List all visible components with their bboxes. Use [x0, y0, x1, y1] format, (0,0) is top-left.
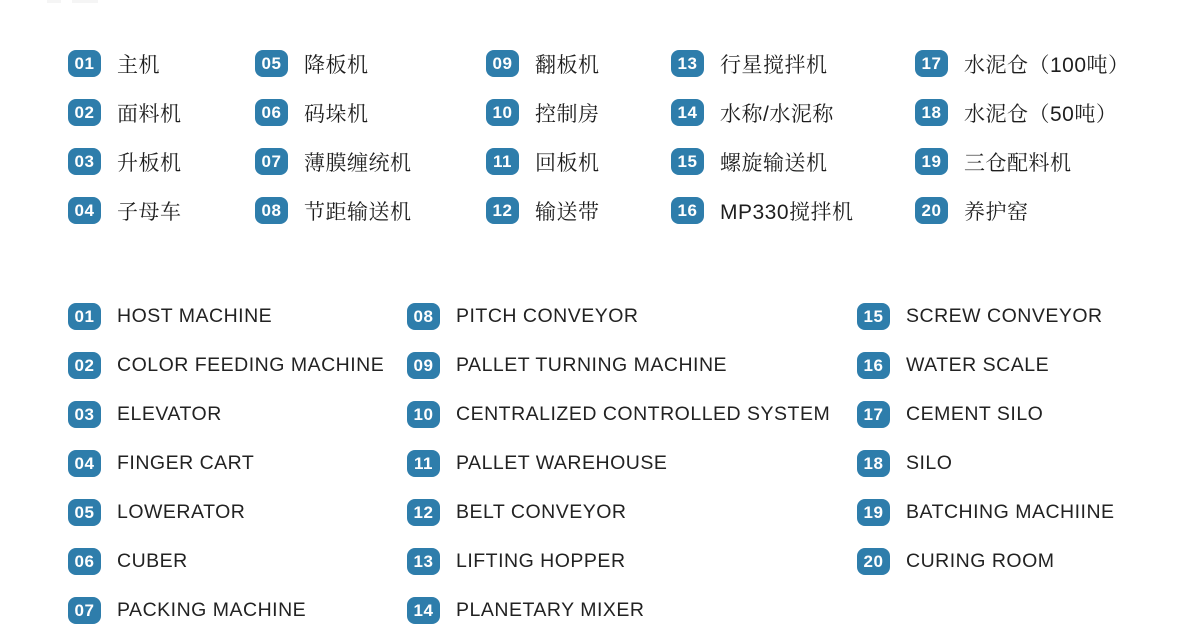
item-label: 节距输送机: [304, 200, 412, 224]
chinese-legend-column-4: [671, 39, 854, 235]
legend-item: [407, 390, 830, 439]
english-legend-column-3: [857, 292, 1115, 586]
item-number-badge: 16: [671, 197, 704, 224]
item-number-badge: 15: [671, 148, 704, 175]
item-number-badge: 15: [857, 303, 890, 330]
item-label: ELEVATOR: [117, 403, 222, 425]
chinese-legend-column-2: [255, 39, 412, 235]
item-number-badge: 12: [407, 499, 440, 526]
legend-item: [857, 292, 1115, 341]
legend-item: [915, 137, 1130, 186]
item-label: CUBER: [117, 550, 188, 572]
item-label: PALLET WAREHOUSE: [456, 452, 668, 474]
legend-item: [407, 341, 830, 390]
legend-item: [407, 537, 830, 586]
item-label: 降板机: [304, 53, 369, 77]
item-number-badge: 01: [68, 303, 101, 330]
legend-item: [671, 186, 854, 235]
item-label: SCREW CONVEYOR: [906, 305, 1103, 327]
item-number-badge: 10: [407, 401, 440, 428]
item-label: SILO: [906, 452, 953, 474]
item-number-badge: 04: [68, 197, 101, 224]
item-number-badge: 12: [486, 197, 519, 224]
chinese-legend-column-1: [68, 39, 182, 235]
item-number-badge: 07: [68, 597, 101, 624]
english-legend-column-1: [68, 292, 384, 635]
item-number-badge: 02: [68, 99, 101, 126]
english-legend-column-2: [407, 292, 830, 635]
item-label: 翻板机: [535, 53, 600, 77]
legend-item: [857, 488, 1115, 537]
legend-item: [255, 186, 412, 235]
item-label: 水泥仓（100吨）: [964, 53, 1130, 77]
top-edge-artifact: [72, 0, 98, 3]
item-label: 回板机: [535, 151, 600, 175]
legend-item: [68, 137, 182, 186]
item-label: 薄膜缠统机: [304, 151, 412, 175]
item-number-badge: 01: [68, 50, 101, 77]
item-number-badge: 03: [68, 401, 101, 428]
item-number-badge: 11: [486, 148, 519, 175]
item-number-badge: 09: [486, 50, 519, 77]
item-number-badge: 10: [486, 99, 519, 126]
legend-item: [407, 488, 830, 537]
item-label: 水泥仓（50吨）: [964, 102, 1118, 126]
legend-item: [68, 39, 182, 88]
item-number-badge: 19: [857, 499, 890, 526]
item-label: LOWERATOR: [117, 501, 246, 523]
item-number-badge: 20: [857, 548, 890, 575]
legend-item: [915, 39, 1130, 88]
item-number-badge: 05: [68, 499, 101, 526]
item-number-badge: 08: [407, 303, 440, 330]
item-number-badge: 11: [407, 450, 440, 477]
item-label: CEMENT SILO: [906, 403, 1044, 425]
item-label: 面料机: [117, 102, 182, 126]
item-number-badge: 05: [255, 50, 288, 77]
item-label: 主机: [117, 53, 160, 77]
legend-item: [671, 137, 854, 186]
item-label: HOST MACHINE: [117, 305, 273, 327]
top-edge-artifact: [47, 0, 61, 3]
chinese-legend-column-5: [915, 39, 1130, 235]
item-number-badge: 04: [68, 450, 101, 477]
item-label: 子母车: [117, 200, 182, 224]
item-label: LIFTING HOPPER: [456, 550, 626, 572]
item-number-badge: 19: [915, 148, 948, 175]
item-label: 升板机: [117, 151, 182, 175]
item-number-badge: 13: [671, 50, 704, 77]
item-number-badge: 16: [857, 352, 890, 379]
item-number-badge: 18: [915, 99, 948, 126]
item-label: PITCH CONVEYOR: [456, 305, 639, 327]
legend-item: [407, 292, 830, 341]
item-number-badge: 17: [915, 50, 948, 77]
legend-item: [255, 39, 412, 88]
item-number-badge: 13: [407, 548, 440, 575]
legend-item: [486, 88, 600, 137]
item-label: BATCHING MACHIINE: [906, 501, 1115, 523]
legend-item: [486, 186, 600, 235]
item-label: 养护窑: [964, 200, 1029, 224]
item-number-badge: 08: [255, 197, 288, 224]
item-label: FINGER CART: [117, 452, 255, 474]
legend-item: [68, 537, 384, 586]
legend-item: [68, 88, 182, 137]
item-number-badge: 07: [255, 148, 288, 175]
item-label: PACKING MACHINE: [117, 599, 307, 621]
item-label: 螺旋输送机: [720, 151, 828, 175]
item-number-badge: 14: [671, 99, 704, 126]
legend-item: [68, 439, 384, 488]
item-number-badge: 02: [68, 352, 101, 379]
legend-item: [671, 88, 854, 137]
item-number-badge: 06: [255, 99, 288, 126]
legend-item: [68, 586, 384, 635]
legend-item: [68, 186, 182, 235]
item-number-badge: 20: [915, 197, 948, 224]
legend-item: [255, 137, 412, 186]
item-label: CENTRALIZED CONTROLLED SYSTEM: [456, 403, 831, 425]
legend-item: [68, 341, 384, 390]
item-label: 码垛机: [304, 102, 369, 126]
legend-item: [857, 341, 1115, 390]
item-label: MP330搅拌机: [720, 200, 854, 224]
legend-item: [407, 586, 830, 635]
item-label: COLOR FEEDING MACHINE: [117, 354, 385, 376]
item-label: WATER SCALE: [906, 354, 1050, 376]
item-number-badge: 06: [68, 548, 101, 575]
chinese-legend-column-3: [486, 39, 600, 235]
item-label: 输送带: [535, 200, 600, 224]
legend-item: [857, 390, 1115, 439]
item-label: 行星搅拌机: [720, 53, 828, 77]
legend-item: [857, 439, 1115, 488]
legend-item: [915, 88, 1130, 137]
legend-item: [255, 88, 412, 137]
item-label: BELT CONVEYOR: [456, 501, 627, 523]
item-number-badge: 17: [857, 401, 890, 428]
item-number-badge: 09: [407, 352, 440, 379]
legend-item: [68, 390, 384, 439]
legend-item: [857, 537, 1115, 586]
item-label: 三仓配料机: [964, 151, 1072, 175]
item-label: CURING ROOM: [906, 550, 1055, 572]
item-label: 控制房: [535, 102, 600, 126]
legend-item: [68, 292, 384, 341]
legend-item: [915, 186, 1130, 235]
item-number-badge: 18: [857, 450, 890, 477]
item-label: 水称/水泥称: [720, 102, 834, 126]
legend-item: [671, 39, 854, 88]
legend-item: [486, 137, 600, 186]
item-label: PALLET TURNING MACHINE: [456, 354, 728, 376]
item-number-badge: 14: [407, 597, 440, 624]
item-number-badge: 03: [68, 148, 101, 175]
legend-item: [486, 39, 600, 88]
legend-item: [407, 439, 830, 488]
legend-item: [68, 488, 384, 537]
item-label: PLANETARY MIXER: [456, 599, 645, 621]
